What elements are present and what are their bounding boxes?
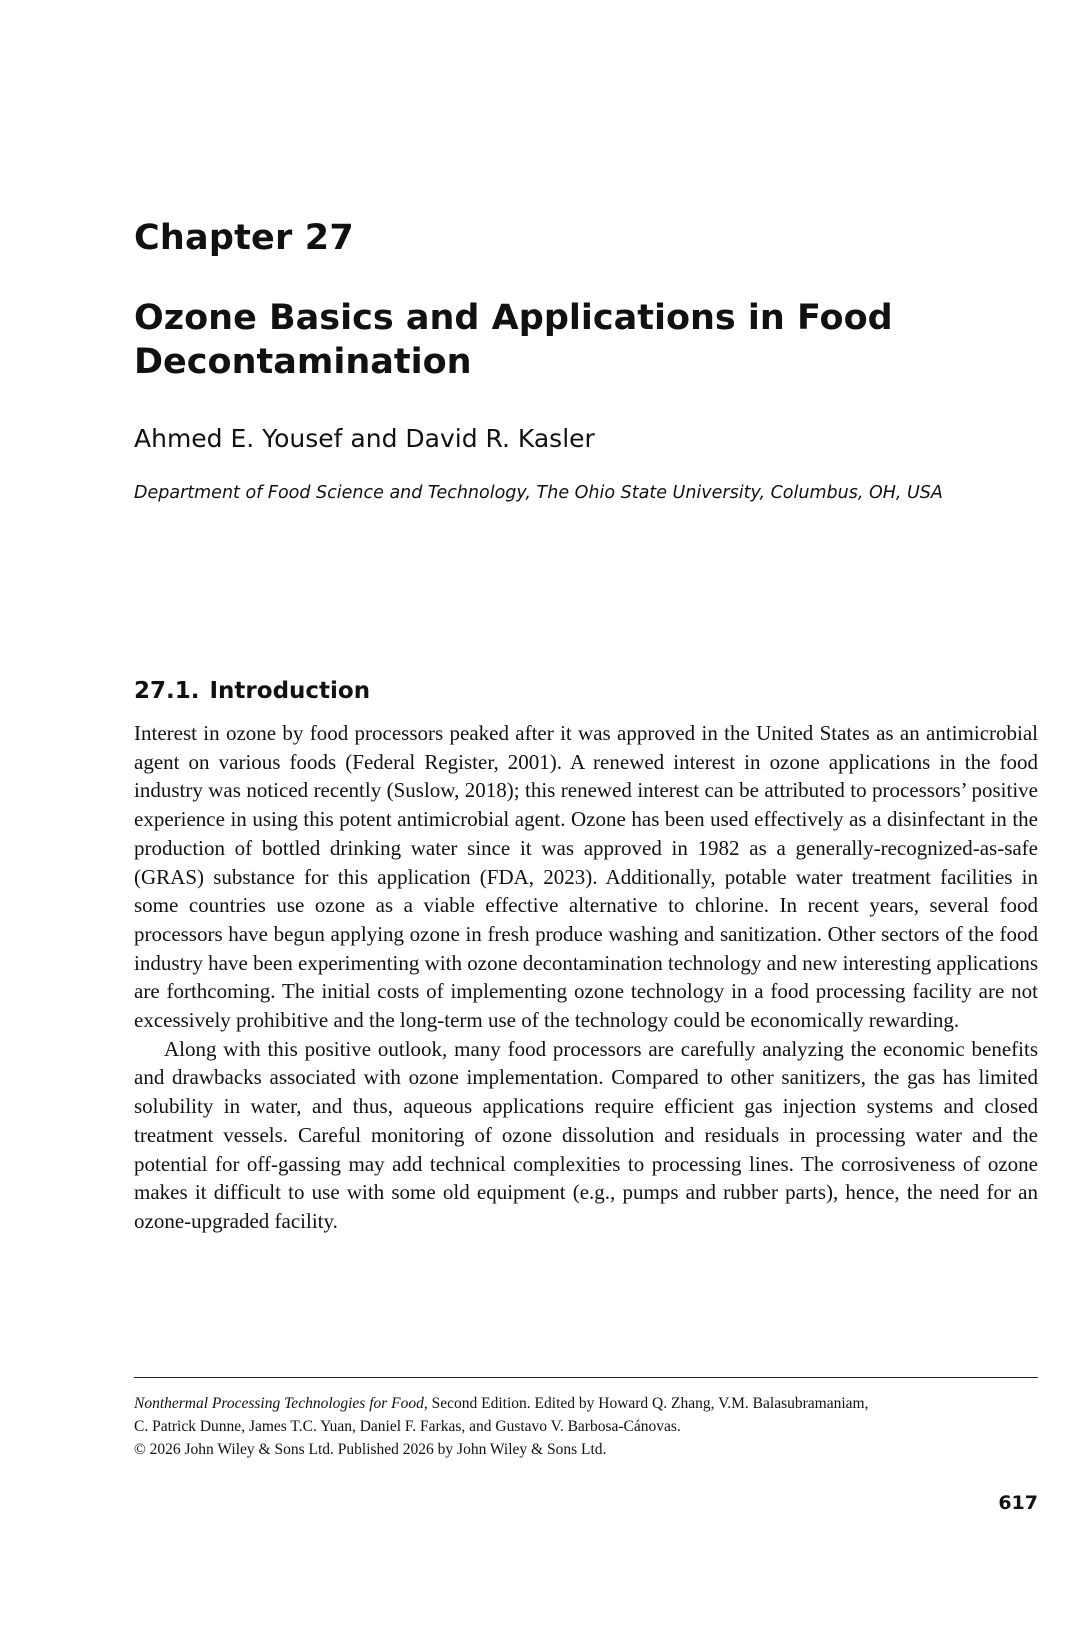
book-footnote [134,1392,1038,1461]
section-title: Introduction [209,678,371,704]
author-affiliation: Department of Food Science and Technology, The Ohio State University, Columbus, OH, USA [134,483,943,503]
footnote-book-title: Nonthermal Processing Technologies for Food [134,1395,424,1412]
chapter-title: Ozone Basics and Applications in Food Decontamination [134,298,893,382]
chapter-label: Chapter 27 [134,218,354,258]
footnote-line-1 [134,1392,1038,1415]
footnote-line-2: C. Patrick Dunne, James T.C. Yuan, Daniel F. Farkas, and Gustavo V. Barbosa-Cánovas. [134,1418,681,1435]
chapter-authors: Ahmed E. Yousef and David R. Kasler [134,424,595,453]
footnote-rule [134,1377,1038,1378]
body-paragraph-1: Interest in ozone by food processors peaked after it was approved in the United States as an antimicrobial agent on various foods (Federal Register, 2001). A renewed interest in ozone applications in the food industry was noticed recently (Suslow, 2018); this renewed interest can be attributed to processors’ positive experience in using this potent antimicrobial agent. Ozone has been used effectively as a disinfectant in the production of bottled drinking water since it was approved in 1982 as a generally-recognized-as-safe (GRAS) substance for this application (FDA, 2023). Additionally, potable water treatment facilities in some countries use ozone as a viable effective alternative to chlorine. In recent years, several food processors have begun applying ozone in fresh produce washing and sanitization. Other sectors of the food industry have been experimenting with ozone decontamination technology and new interesting applications are forthcoming. The initial costs of implementing ozone technology in a food processing facility are not excessively prohibitive and the long-term use of the technology could be economically rewarding. [134,721,1038,1033]
section-heading [134,678,370,704]
body-paragraph-2: Along with this positive outlook, many food processors are carefully analyzing the economic benefits and drawbacks associated with ozone implementation. Compared to other sanitizers, the gas has limited solubility in water, and thus, aqueous applications require efficient gas injection systems and closed treatment vessels. Careful monitoring of ozone dissolution and residuals in processing water and the potential for off-gassing may add technical complexities to processing lines. The corrosiveness of ozone makes it difficult to use with some old equipment (e.g., pumps and rubber parts), hence, the need for an ozone-upgraded facility. [134,1036,1038,1233]
section-number: 27.1. [134,678,200,704]
section-body [134,719,1038,1236]
footnote-copyright: © 2026 John Wiley & Sons Ltd. Published 2026 by John Wiley & Sons Ltd. [134,1441,607,1458]
footnote-edition-editors: , Second Edition. Edited by Howard Q. Zhang, V.M. Balasubramaniam, [423,1395,869,1412]
page-number: 617 [998,1492,1038,1514]
